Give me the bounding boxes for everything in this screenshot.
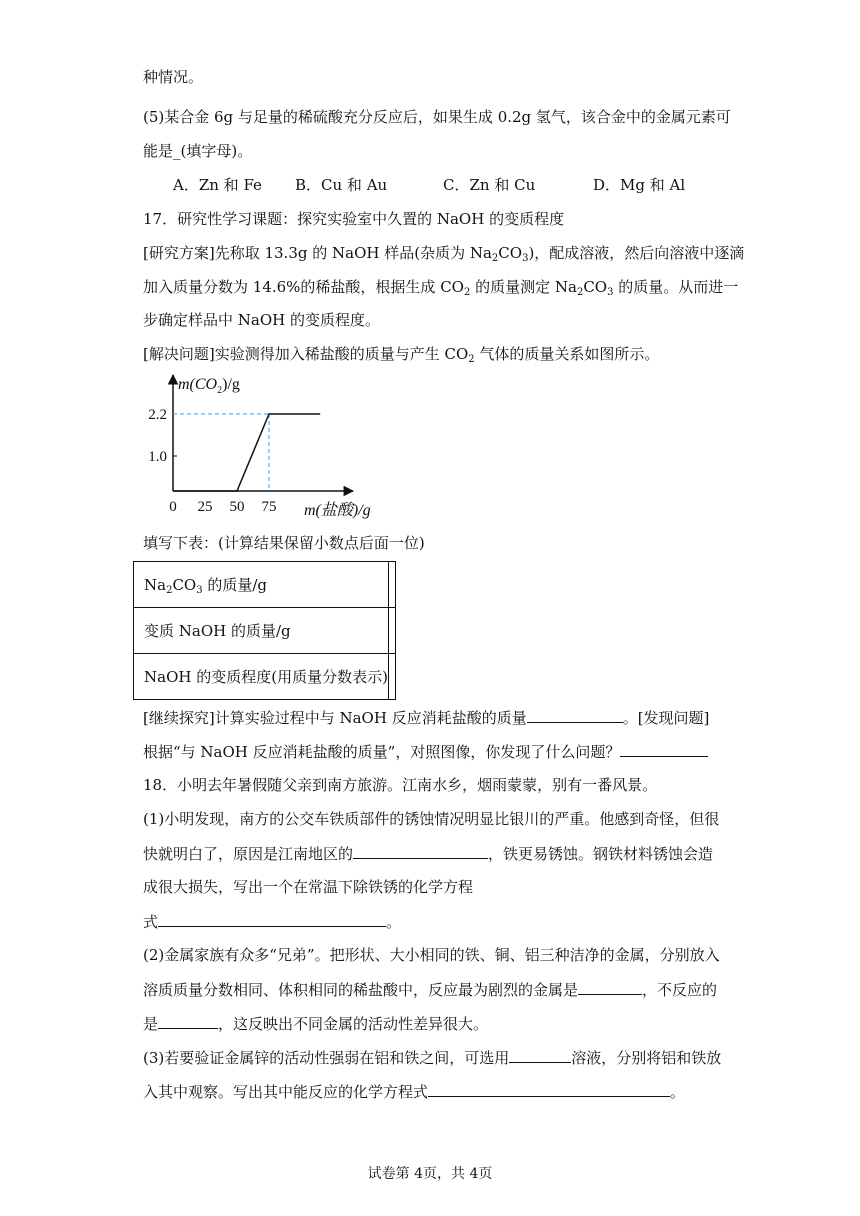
y-tick-label: 1.0 xyxy=(148,449,167,465)
series-line xyxy=(173,414,320,491)
x-tick-label: 25 xyxy=(197,499,213,515)
x-tick-label: 0 xyxy=(169,499,177,515)
q18-part1-line-d: 式 。 xyxy=(143,913,402,931)
q18-part2-line-a: (2)金属家族有众多“兄弟”。把形状、大小相同的铁、铜、铝三种洁净的金属，分别放入 xyxy=(143,946,720,964)
solve-problem-line: [解决问题]实验测得加入稀盐酸的质量与产生 $CO_2$ 气体的质量关系如图所示。 xyxy=(143,345,660,365)
question-5-line-b: 能是_(填字母)。 xyxy=(143,142,253,160)
answer-blank[interactable] xyxy=(428,1081,670,1097)
q18-part2-line-b: 溶质质量分数相同、体积相同的稀盐酸中，反应最为剧烈的金属是 ，不反应的 xyxy=(143,981,718,999)
table-label-na2co3-mass: $Na_2CO_3$ 的质量/g xyxy=(134,562,389,608)
answer-blank[interactable] xyxy=(620,741,708,757)
answer-cell[interactable] xyxy=(388,608,395,654)
table-label-deteriorated-naoh-mass: 变质 NaOH 的质量/g xyxy=(134,608,389,654)
discover-question-line: 根据“与 NaOH 反应消耗盐酸的质量”，对照图像，你发现了什么问题？ xyxy=(143,741,708,762)
fill-table-instruction: 填写下表：(计算结果保留小数点后面一位) xyxy=(143,534,425,552)
answer-table xyxy=(133,561,396,700)
table-label-deterioration-degree: NaOH 的变质程度(用质量分数表示) xyxy=(134,654,389,700)
answer-blank[interactable] xyxy=(509,1047,571,1063)
answer-blank[interactable] xyxy=(578,979,642,995)
answer-blank[interactable] xyxy=(158,911,386,927)
option-d: D．Mg 和 Al xyxy=(593,176,686,194)
q18-part1-line-b: 快就明白了，原因是江南地区的 ，铁更易锈蚀。钢铁材料锈蚀会造 xyxy=(143,845,714,863)
research-plan-line-3: 步确定样品中 NaOH 的变质程度。 xyxy=(143,311,380,329)
q18-part2-line-c: 是 ，这反映出不同金属的活动性差异很大。 xyxy=(143,1015,489,1033)
q18-part1-line-a: (1)小明发现，南方的公交车铁质部件的锈蚀情况明显比银川的严重。他感到奇怪，但很 xyxy=(143,810,720,828)
x-tick-label: 50 xyxy=(229,499,245,515)
answer-cell[interactable] xyxy=(388,654,395,700)
question-17-title: 17．研究性学习课题：探究实验室中久置的 NaOH 的变质程度 xyxy=(143,210,565,228)
question-5-line-a: (5)某合金 6g 与足量的稀硫酸充分反应后，如果生成 0.2g 氢气，该合金中的金属元素可 xyxy=(143,108,731,126)
x-tick-label: 75 xyxy=(261,499,277,515)
page-footer: 试卷第 4页，共 4页 xyxy=(367,1166,493,1182)
co2-mass-chart xyxy=(138,365,398,525)
option-c: C．Zn 和 Cu xyxy=(443,176,536,194)
answer-cell[interactable] xyxy=(388,562,395,608)
table-row xyxy=(134,608,396,654)
answer-blank[interactable] xyxy=(527,707,623,723)
q18-part3-line-a: (3)若要验证金属锌的活动性强弱在铝和铁之间，可选用 溶液，分别将铝和铁放 xyxy=(143,1049,722,1067)
research-plan-line-1: [研究方案]先称取 13.3g 的 NaOH 样品(杂质为 $Na_2CO_3$)，配成溶液，然后向溶液中逐滴 xyxy=(143,244,745,264)
q18-part1-line-c: 成很大损失，写出一个在常温下除铁锈的化学方程 xyxy=(143,878,474,896)
q18-part3-line-b: 入其中观察。写出其中能反应的化学方程式 。 xyxy=(143,1083,686,1101)
option-b: B．Cu 和 Au xyxy=(295,176,388,194)
table-row xyxy=(134,654,396,700)
continue-explore-line: [继续探究]计算实验过程中与 NaOH 反应消耗盐酸的质量 。[发现问题] xyxy=(143,709,710,727)
x-axis-label: m(盐酸)/g xyxy=(304,502,371,519)
research-plan-line-2: 加入质量分数为 14.6%的稀盐酸，根据生成 $CO_2$ 的质量测定 $Na_2CO_3$ 的质量。从而进一 xyxy=(143,278,739,298)
y-axis-label: $m(CO_2)/g$ xyxy=(178,376,240,396)
y-tick-label: 2.2 xyxy=(148,407,167,423)
text-line: 种情况。 xyxy=(143,68,204,86)
answer-blank[interactable] xyxy=(353,843,488,859)
question-18-title: 18．小明去年暑假随父亲到南方旅游。江南水乡，烟雨蒙蒙，别有一番风景。 xyxy=(143,776,658,794)
option-a: A．Zn 和 Fe xyxy=(173,176,262,194)
answer-blank[interactable] xyxy=(158,1013,218,1029)
table-row xyxy=(134,562,396,608)
